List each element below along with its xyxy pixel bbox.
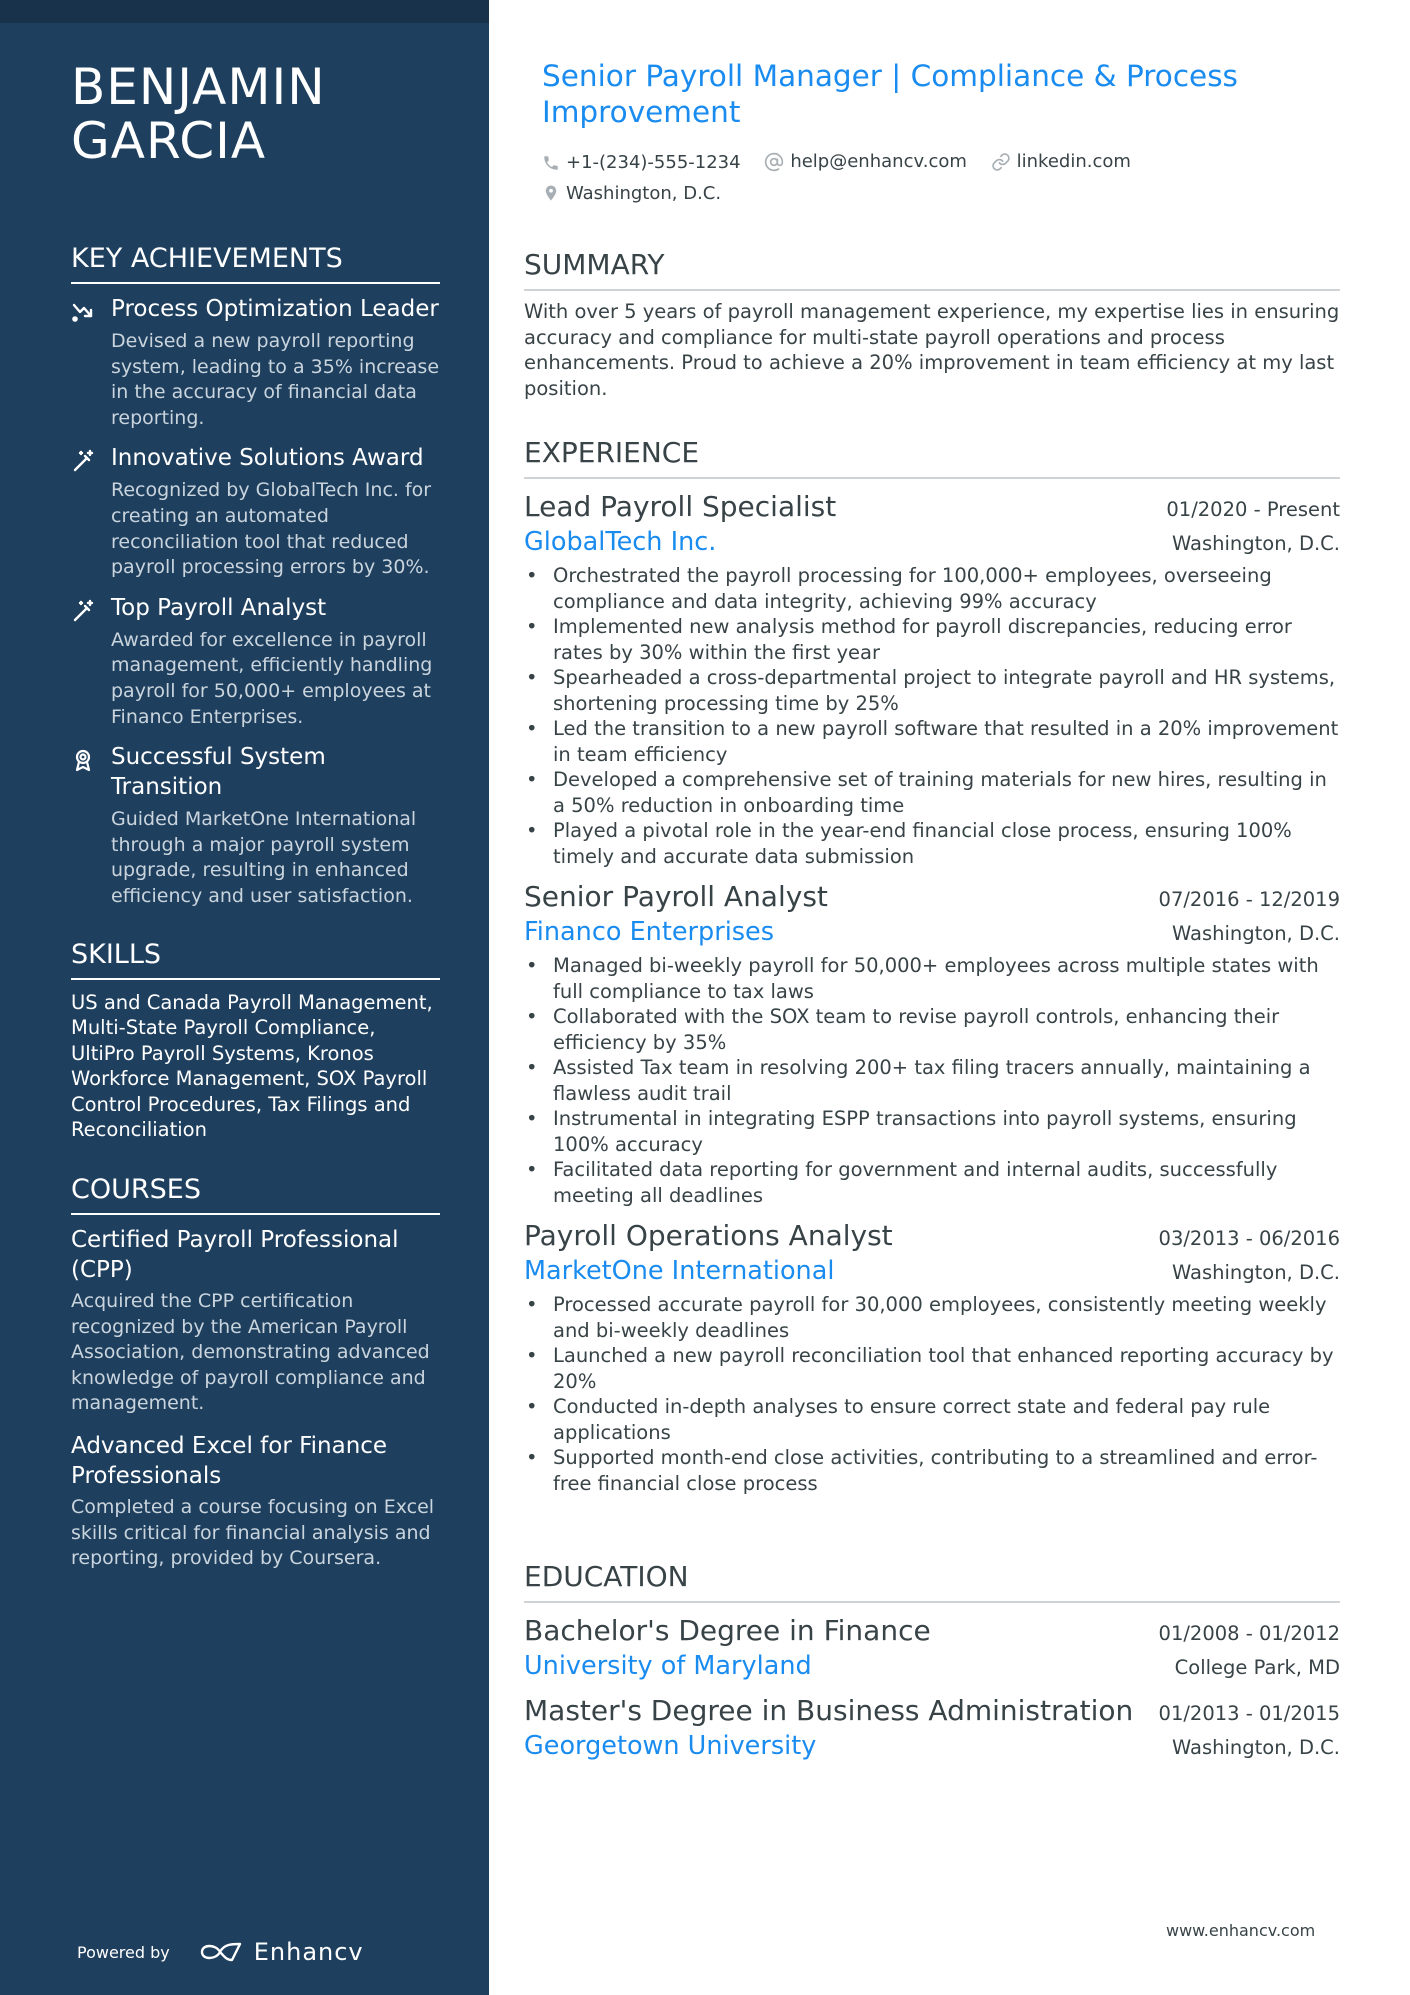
powered-by-label: Powered by (77, 1942, 170, 1962)
achievement-desc: Devised a new payroll reporting system, leading to a 35% increase in the accuracy of financial data reporting. (111, 330, 440, 429)
job-dates: 03/2013 - 06/2016 (1158, 1227, 1340, 1250)
achievement-item (71, 742, 440, 909)
job-title: Payroll Operations Analyst (524, 1219, 893, 1252)
link-icon (991, 152, 1011, 172)
magic-wand-icon (71, 593, 111, 730)
job-entry (524, 879, 1340, 1208)
summary-text: With over 5 years of payroll management experience, my expertise lies in ensuring accuracy and compliance for multi-state payroll operations and process enhancements. Proud to achieve a 20% improvement in team efficiency at my last position. (524, 300, 1340, 400)
list-item: • Orchestrated the payroll processing for 100,000+ employees, overseeing compliance and data integrity, achieving 99% accuracy (524, 563, 1340, 614)
phone-contact[interactable] (542, 149, 741, 176)
list-item: • Spearheaded a cross-departmental project to integrate payroll and HR systems, shortening processing time by 25% (524, 665, 1340, 716)
job-location: Washington, D.C. (1171, 922, 1340, 945)
job-bullets (524, 1292, 1340, 1496)
achievement-title: Innovative Solutions Award (111, 445, 424, 472)
degree-title: Master's Degree in Business Administration (524, 1694, 1134, 1727)
experience-heading: EXPERIENCE (524, 436, 1340, 479)
job-location: Washington, D.C. (1171, 532, 1340, 555)
achievement-title: Process Optimization Leader (111, 296, 439, 322)
skills-list: US and Canada Payroll Management, Multi-State Payroll Compliance, UltiPro Payroll Systems, Kronos Workforce Management, SOX Payroll Control Procedures, Tax Filings and Reconciliation (71, 990, 433, 1142)
magic-wand-icon (71, 443, 111, 580)
location-text: Washington, D.C. (566, 182, 722, 204)
enhancv-logo[interactable] (198, 1938, 364, 1966)
achievement-title: Successful System Transition (111, 744, 326, 801)
list-item: • Led the transition to a new payroll software that resulted in a 20% improvement in team efficiency (524, 716, 1340, 767)
skills-section (71, 938, 440, 1144)
school-name: Georgetown University (524, 1731, 817, 1761)
list-item: • Played a pivotal role in the year-end financial close process, ensuring 100% timely and accurate data submission (524, 818, 1340, 869)
candidate-name: BENJAMIN GARCIA (71, 58, 326, 170)
education-dates: 01/2008 - 01/2012 (1158, 1622, 1340, 1645)
job-bullets (524, 953, 1340, 1208)
list-item: • Assisted Tax team in resolving 200+ tax filing tracers annually, maintaining a flawless audit trail (524, 1055, 1340, 1106)
award-ribbon-icon (71, 742, 111, 909)
achievement-title: Top Payroll Analyst (111, 594, 327, 621)
school-location: College Park, MD (1174, 1656, 1340, 1679)
list-item: • Conducted in-depth analyses to ensure correct state and federal pay rule applications (524, 1394, 1340, 1445)
achievement-desc: Guided MarketOne International through a major payroll system upgrade, resulting in enhanced efficiency and user satisfaction. (111, 808, 417, 907)
achievement-desc: Recognized by GlobalTech Inc. for creating an automated reconciliation tool that reduced payroll processing errors by 30%. (111, 479, 432, 579)
education-heading: EDUCATION (524, 1560, 1340, 1603)
email-contact[interactable] (764, 148, 967, 175)
contact-info (542, 148, 1302, 211)
job-location: Washington, D.C. (1171, 1261, 1340, 1284)
company-name: Financo Enterprises (524, 917, 775, 947)
achievements-section (71, 242, 440, 910)
job-bullets (524, 563, 1340, 869)
course-title: Advanced Excel for Finance Professionals (71, 1433, 388, 1490)
job-title: Lead Payroll Specialist (524, 490, 837, 523)
list-item: • Collaborated with the SOX team to revise payroll controls, enhancing their efficiency by 35% (524, 1004, 1340, 1055)
achievement-item (71, 593, 440, 730)
achievement-item (71, 294, 440, 431)
chart-arrow-icon (71, 294, 111, 431)
achievement-desc: Awarded for excellence in payroll management, efficiently handling payroll for 50,000+ employees at Financo Enterprises. (111, 628, 433, 728)
phone-icon (542, 154, 560, 172)
experience-section (524, 436, 1340, 1496)
school-location: Washington, D.C. (1171, 1736, 1340, 1759)
job-title: Senior Payroll Analyst (524, 880, 828, 913)
achievements-heading: KEY ACHIEVEMENTS (71, 242, 440, 284)
job-dates: 01/2020 - Present (1166, 498, 1340, 521)
website-text: linkedin.com (1016, 151, 1131, 172)
summary-section (524, 248, 1340, 401)
list-item: • Implemented new analysis method for payroll discrepancies, reducing error rates by 30% within the first year (524, 614, 1340, 665)
enhancv-logo-icon (198, 1940, 244, 1964)
course-desc: Completed a course focusing on Excel skills critical for financial analysis and reporting, provided by Coursera. (71, 1496, 435, 1570)
summary-heading: SUMMARY (524, 248, 1340, 291)
education-dates: 01/2013 - 01/2015 (1158, 1702, 1340, 1725)
list-item: • Facilitated data reporting for government and internal audits, successfully meeting all deadlines (524, 1157, 1340, 1208)
company-name: GlobalTech Inc. (524, 527, 717, 557)
headline: Senior Payroll Manager | Compliance & Process Improvement (542, 59, 1238, 129)
at-sign-icon (764, 152, 784, 172)
phone-text: +1-(234)-555-1234 (566, 152, 741, 173)
education-entry (524, 1613, 1340, 1683)
company-name: MarketOne International (524, 1256, 835, 1286)
list-item: • Developed a comprehensive set of training materials for new hires, resulting in a 50% reduction in onboarding time (524, 767, 1340, 818)
list-item: • Launched a new payroll reconciliation tool that enhanced reporting accuracy by 20% (524, 1343, 1340, 1394)
location-contact (542, 180, 721, 207)
achievement-item (71, 443, 440, 580)
enhancv-brand-name: Enhancv (253, 1938, 364, 1966)
course-item (71, 1225, 440, 1417)
list-item: • Instrumental in integrating ESPP transactions into payroll systems, ensuring 100% accuracy (524, 1106, 1340, 1157)
school-name: University of Maryland (524, 1651, 812, 1681)
powered-by (77, 1938, 364, 1966)
job-dates: 07/2016 - 12/2019 (1158, 888, 1340, 911)
list-item: • Managed bi-weekly payroll for 50,000+ employees across multiple states with full compliance to tax laws (524, 953, 1340, 1004)
courses-section (71, 1173, 440, 1572)
courses-heading: COURSES (71, 1173, 440, 1215)
sidebar (0, 0, 489, 1995)
course-item (71, 1431, 440, 1572)
education-entry (524, 1693, 1340, 1763)
skills-heading: SKILLS (71, 938, 440, 980)
email-text: help@enhancv.com (790, 151, 967, 172)
list-item: • Processed accurate payroll for 30,000 employees, consistently meeting weekly and bi-weekly deadlines (524, 1292, 1340, 1343)
website-contact[interactable] (991, 148, 1131, 175)
location-pin-icon (542, 183, 560, 203)
job-entry (524, 1218, 1340, 1496)
footer-url[interactable]: www.enhancv.com (1166, 1921, 1316, 1940)
job-entry (524, 489, 1340, 869)
education-section (524, 1560, 1340, 1763)
course-title: Certified Payroll Professional (CPP) (71, 1227, 399, 1284)
degree-title: Bachelor's Degree in Finance (524, 1614, 931, 1647)
course-desc: Acquired the CPP certification recognized by the American Payroll Association, demonstrating advanced knowledge of payroll compliance and management. (71, 1290, 430, 1415)
list-item: • Supported month-end close activities, contributing to a streamlined and error-free financial close process (524, 1445, 1340, 1496)
